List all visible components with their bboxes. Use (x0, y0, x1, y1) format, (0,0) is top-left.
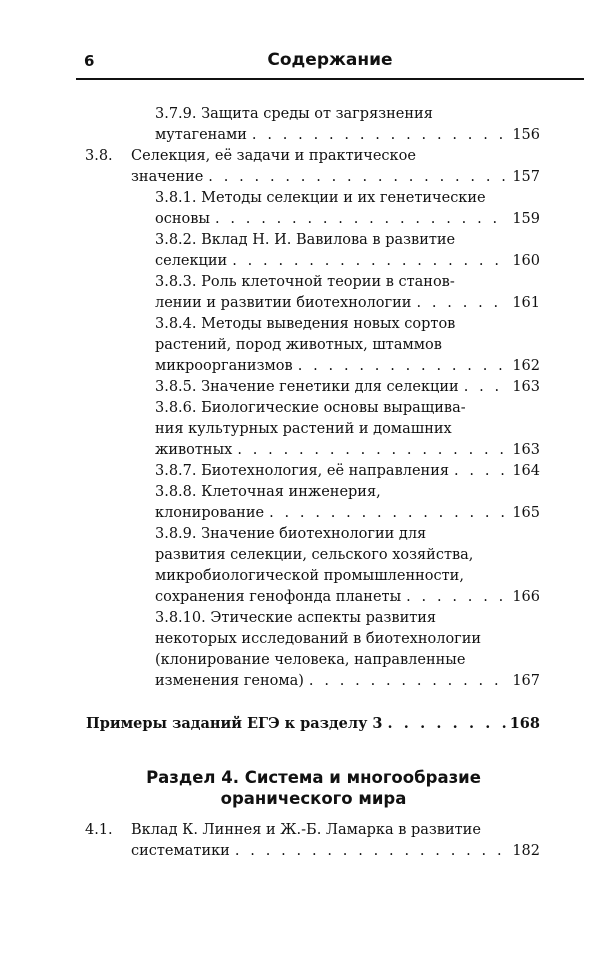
leader-dots (208, 167, 508, 188)
toc-line: растений, пород животных, штаммов (155, 337, 442, 353)
toc-line: клонирование (155, 505, 265, 521)
leader-dots (454, 461, 508, 482)
leader-dots (232, 251, 508, 272)
toc-entry-4-1[interactable] (85, 820, 540, 862)
toc-line: некоторых исследований в биотехнологии (155, 631, 482, 647)
toc-line: 3.7.9. Защита среды от загрязнения (155, 106, 433, 122)
toc-line: мутагенами (155, 127, 247, 143)
leader-dots (298, 356, 509, 377)
toc-entry-3-8[interactable] (85, 146, 540, 188)
leader-dots (269, 503, 508, 524)
toc-entry-3-8-8[interactable] (155, 482, 540, 524)
page-ref: 157 (512, 169, 540, 185)
page-ref: 162 (512, 358, 540, 374)
section-heading-line: оранического мира (220, 789, 407, 808)
toc-entry-exam-examples[interactable] (86, 713, 540, 734)
section-heading-line: Раздел 4. Система и многообразие (146, 768, 481, 787)
page-ref: 168 (509, 715, 540, 732)
leader-dots (406, 587, 508, 608)
spacer (0, 692, 609, 713)
toc-entry-3-7-9[interactable] (155, 104, 540, 146)
toc-line: изменения генома) (155, 673, 304, 689)
toc-line: значение (131, 169, 204, 185)
toc-line: (клонирование человека, направленные (155, 652, 466, 668)
page-ref: 160 (512, 253, 540, 269)
toc-line: селекции (155, 253, 228, 269)
toc-entry-3-8-7[interactable] (155, 461, 540, 482)
toc-line: 3.8.8. Клеточная инженерия, (155, 484, 381, 500)
toc-line: развития селекции, сельского хозяйства, (155, 547, 474, 563)
page-ref: 182 (512, 843, 540, 859)
page-header (76, 46, 584, 80)
toc-line: 3.8.2. Вклад Н. И. Вавилова в развитие (155, 232, 456, 248)
toc-entry-3-8-9[interactable] (155, 524, 540, 608)
toc-line: микроорганизмов (155, 358, 293, 374)
section-number: 3.8. (85, 148, 113, 164)
section-number: 4.1. (85, 822, 113, 838)
page-number: 6 (84, 52, 95, 70)
toc-line: Селекция, её задачи и практическое (131, 148, 416, 164)
toc-entry-3-8-10[interactable] (155, 608, 540, 692)
toc-line: Вклад К. Линнея и Ж.-Б. Ламарка в развитие (131, 822, 481, 838)
toc-line: 3.8.7. Биотехнология, её направления (155, 463, 450, 479)
page-ref: 166 (512, 589, 540, 605)
toc-line: 3.8.3. Роль клеточной теории в станов- (155, 274, 455, 290)
toc-line: ния культурных растений и домашних (155, 421, 452, 437)
toc-line: 3.8.1. Методы селекции и их генетические (155, 190, 486, 206)
leader-dots (416, 293, 508, 314)
page-ref: 167 (512, 673, 540, 689)
running-title: Содержание (267, 50, 393, 70)
toc-entry-3-8-1[interactable] (155, 188, 540, 230)
toc-line: Примеры заданий ЕГЭ к разделу 3 (86, 715, 383, 732)
toc-entry-3-8-4[interactable] (155, 314, 540, 377)
leader-dots (215, 209, 508, 230)
page-ref: 161 (512, 295, 540, 311)
page-ref: 163 (512, 379, 540, 395)
toc-line: систематики (131, 843, 230, 859)
table-of-contents (0, 104, 609, 862)
toc-line: 3.8.5. Значение генетики для селекции (155, 379, 459, 395)
toc-entry-3-8-6[interactable] (155, 398, 540, 461)
leader-dots (464, 377, 509, 398)
toc-line: микробиологической промышленности, (155, 568, 464, 584)
page-ref: 164 (512, 463, 540, 479)
toc-entry-3-8-2[interactable] (155, 230, 540, 272)
page-ref: 165 (512, 505, 540, 521)
toc-line: животных (155, 442, 233, 458)
toc-line: 3.8.6. Биологические основы выращива- (155, 400, 466, 416)
toc-line: 3.8.10. Этические аспекты развития (155, 610, 437, 626)
toc-entry-3-8-3[interactable] (155, 272, 540, 314)
toc-line: основы (155, 211, 210, 227)
leader-dots (309, 671, 508, 692)
page-ref: 156 (512, 127, 540, 143)
page-ref: 159 (512, 211, 540, 227)
toc-entry-3-8-5[interactable] (155, 377, 540, 398)
toc-line: сохранения генофонда планеты (155, 589, 402, 605)
toc-line: лении и развитии биотехнологии (155, 295, 412, 311)
toc-line: 3.8.9. Значение биотехнологии для (155, 526, 427, 542)
page-ref: 163 (512, 442, 540, 458)
toc-line: 3.8.4. Методы выведения новых сортов (155, 316, 456, 332)
leader-dots (235, 841, 508, 862)
leader-dots (388, 713, 506, 734)
leader-dots (237, 440, 508, 461)
section-heading (0, 767, 609, 809)
spacer (0, 809, 609, 820)
leader-dots (252, 125, 508, 146)
